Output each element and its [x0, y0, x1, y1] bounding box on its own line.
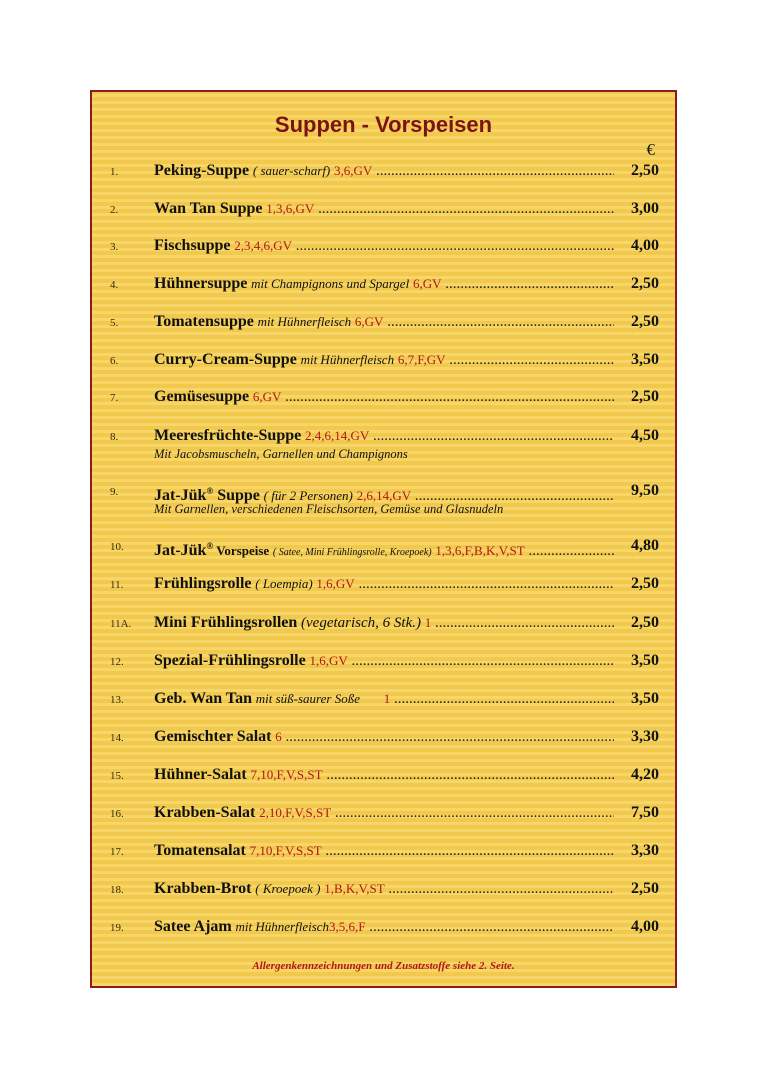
item-allergen-codes: 1,3,6,GV [266, 201, 315, 216]
menu-item [92, 688, 675, 710]
menu-item [92, 235, 675, 257]
item-allergen-codes: 1,6,GV [316, 576, 355, 591]
menu-item [92, 802, 675, 824]
item-description: mit Hühnerfleisch [235, 919, 330, 934]
item-line [154, 612, 614, 634]
item-number: 15. [110, 770, 124, 782]
menu-item [92, 160, 675, 182]
menu-item [92, 425, 675, 461]
item-number: 5. [110, 317, 119, 329]
menu-item [92, 198, 675, 220]
item-number: 14. [110, 732, 124, 744]
item-name: Spezial-Frühlingsrolle [154, 652, 306, 669]
item-price: 2,50 [631, 162, 659, 179]
page-title: Suppen - Vorspeisen [274, 112, 493, 137]
item-number: 3. [110, 241, 119, 253]
menu-item [92, 311, 675, 333]
item-line [154, 235, 614, 257]
menu-item [92, 349, 675, 371]
menu-item [92, 573, 675, 595]
item-number: 8. [110, 431, 119, 443]
item-number: 18. [110, 884, 124, 896]
item-allergen-codes: 3,6,GV [334, 163, 373, 178]
item-line [154, 802, 614, 824]
item-line [154, 573, 614, 595]
item-allergen-codes: 1,3,6,F,B,K,V,ST [435, 543, 525, 558]
item-line [154, 311, 614, 333]
item-name: Wan Tan Suppe [154, 200, 263, 217]
item-description: mit Hühnerfleisch [300, 352, 395, 367]
item-name: Satee Ajam [154, 918, 232, 935]
item-name: Krabben-Brot [154, 880, 252, 897]
item-number: 11A. [110, 618, 132, 630]
item-allergen-codes: 7,10,F,V,S,ST [249, 843, 322, 858]
item-name: Geb. Wan Tan [154, 690, 252, 707]
item-line [154, 349, 614, 371]
item-line [154, 160, 614, 182]
item-number: 16. [110, 808, 124, 820]
item-number: 7. [110, 392, 119, 404]
item-number: 10. [110, 541, 124, 553]
item-allergen-codes: 2,10,F,V,S,ST [259, 805, 332, 820]
item-description: mit süß-saurer Soße [255, 691, 360, 706]
item-allergen-codes: 6,7,F,GV [397, 352, 446, 367]
menu-item [92, 726, 675, 748]
item-description: ( Satee, Mini Frühlingsrolle, Kroepoek) [272, 547, 432, 558]
item-price: 3,00 [631, 200, 659, 217]
item-name: Jat-Jük [154, 487, 207, 504]
item-name: Jat-Jük [154, 542, 207, 559]
item-number: 17. [110, 846, 124, 858]
item-allergen-codes: 6 [275, 729, 282, 744]
item-line [154, 688, 614, 710]
item-price: 4,20 [631, 766, 659, 783]
registered-mark: ® [206, 541, 214, 551]
item-description: mit Champignons und Spargel [251, 276, 410, 291]
item-number: 4. [110, 279, 119, 291]
item-subtitle: Mit Jacobsmuscheln, Garnellen und Champignons [154, 447, 408, 461]
item-number: 11. [110, 579, 124, 591]
menu-item [92, 840, 675, 862]
registered-mark: ® [206, 486, 214, 496]
item-line [154, 840, 614, 862]
item-price: 3,30 [631, 728, 659, 745]
item-number: 9. [110, 486, 119, 498]
menu-item [92, 916, 675, 938]
menu-item [92, 650, 675, 672]
item-allergen-codes: 1,6,GV [309, 653, 348, 668]
item-number: 2. [110, 204, 119, 216]
item-price: 2,50 [631, 275, 659, 292]
item-subtitle: Mit Garnellen, verschiedenen Fleischsorten, Gemüse und Glasnudeln [154, 502, 504, 516]
item-allergen-codes: 6,GV [252, 389, 282, 404]
item-price: 9,50 [631, 482, 659, 499]
item-description: ( für 2 Personen) [263, 488, 353, 503]
menu-item [92, 535, 675, 557]
item-line [154, 198, 614, 220]
item-name: Hühner-Salat [154, 766, 247, 783]
item-name: Tomatensuppe [154, 313, 254, 330]
item-price: 2,50 [631, 880, 659, 897]
item-line [154, 878, 614, 900]
item-price: 2,50 [631, 388, 659, 405]
item-price: 4,00 [631, 918, 659, 935]
item-line [154, 650, 614, 672]
item-allergen-codes: 1 [383, 691, 391, 706]
item-price: 3,30 [631, 842, 659, 859]
item-allergen-codes: 6,GV [354, 314, 384, 329]
item-number: 13. [110, 694, 124, 706]
item-price: 4,00 [631, 237, 659, 254]
item-description: (vegetarisch, 6 Stk.) [301, 615, 421, 631]
item-description: ( sauer-scharf) [252, 163, 331, 178]
item-description: ( Loempia) [255, 576, 313, 591]
item-name: Tomatensalat [154, 842, 246, 859]
menu-card [90, 90, 677, 988]
item-allergen-codes: 1 [424, 615, 432, 630]
item-price: 3,50 [631, 690, 659, 707]
item-allergen-codes: 7,10,F,V,S,ST [250, 767, 323, 782]
item-name: Fischsuppe [154, 237, 231, 254]
menu-item [92, 386, 675, 408]
item-price: 3,50 [631, 351, 659, 368]
item-name: Peking-Suppe [154, 162, 250, 179]
item-allergen-codes: 2,4,6,14,GV [304, 428, 370, 443]
item-name: Krabben-Salat [154, 804, 256, 821]
item-price: 2,50 [631, 313, 659, 330]
item-name: Meeresfrüchte-Suppe [154, 427, 302, 444]
item-allergen-codes: 2,3,4,6,GV [234, 238, 292, 253]
item-price: 3,50 [631, 652, 659, 669]
item-price: 2,50 [631, 575, 659, 592]
item-description: ( Kroepoek ) [255, 881, 321, 896]
menu-item [92, 480, 675, 516]
item-description: mit Hühnerfleisch [257, 314, 352, 329]
footer-note: Allergenkennzeichnungen und Zusatzstoffe siehe 2. Seite. [252, 960, 515, 972]
item-line [154, 726, 614, 748]
item-price: 4,80 [631, 537, 659, 554]
item-line [154, 386, 614, 408]
currency-symbol: € [646, 140, 655, 159]
item-name: Frühlingsrolle [154, 575, 252, 592]
item-line [154, 425, 614, 447]
item-line [154, 535, 614, 564]
item-price: 4,50 [631, 427, 659, 444]
item-name: Gemischter Salat [154, 728, 272, 745]
menu-item [92, 878, 675, 900]
item-line [154, 764, 614, 786]
item-price: 7,50 [631, 804, 659, 821]
menu-item [92, 273, 675, 295]
item-number: 6. [110, 355, 119, 367]
item-line [154, 273, 614, 295]
item-allergen-codes: 2,6,14,GV [356, 488, 412, 503]
item-name: Curry-Cream-Suppe [154, 351, 297, 368]
item-name: Mini Frühlingsrollen [154, 614, 298, 631]
menu-item [92, 612, 675, 634]
item-name-suffix: Vorspeise [213, 543, 270, 558]
item-allergen-codes: 3,5,6,F [329, 919, 366, 934]
item-name: Hühnersuppe [154, 275, 248, 292]
item-allergen-codes: 1,B,K,V,ST [324, 881, 385, 896]
item-number: 12. [110, 656, 124, 668]
item-allergen-codes: 6,GV [412, 276, 442, 291]
item-number: 1. [110, 166, 119, 178]
menu-item [92, 764, 675, 786]
item-price: 2,50 [631, 614, 659, 631]
item-line [154, 916, 614, 938]
item-name: Gemüsesuppe [154, 388, 250, 405]
item-name-suffix: Suppe [213, 487, 260, 504]
item-number: 19. [110, 922, 124, 934]
